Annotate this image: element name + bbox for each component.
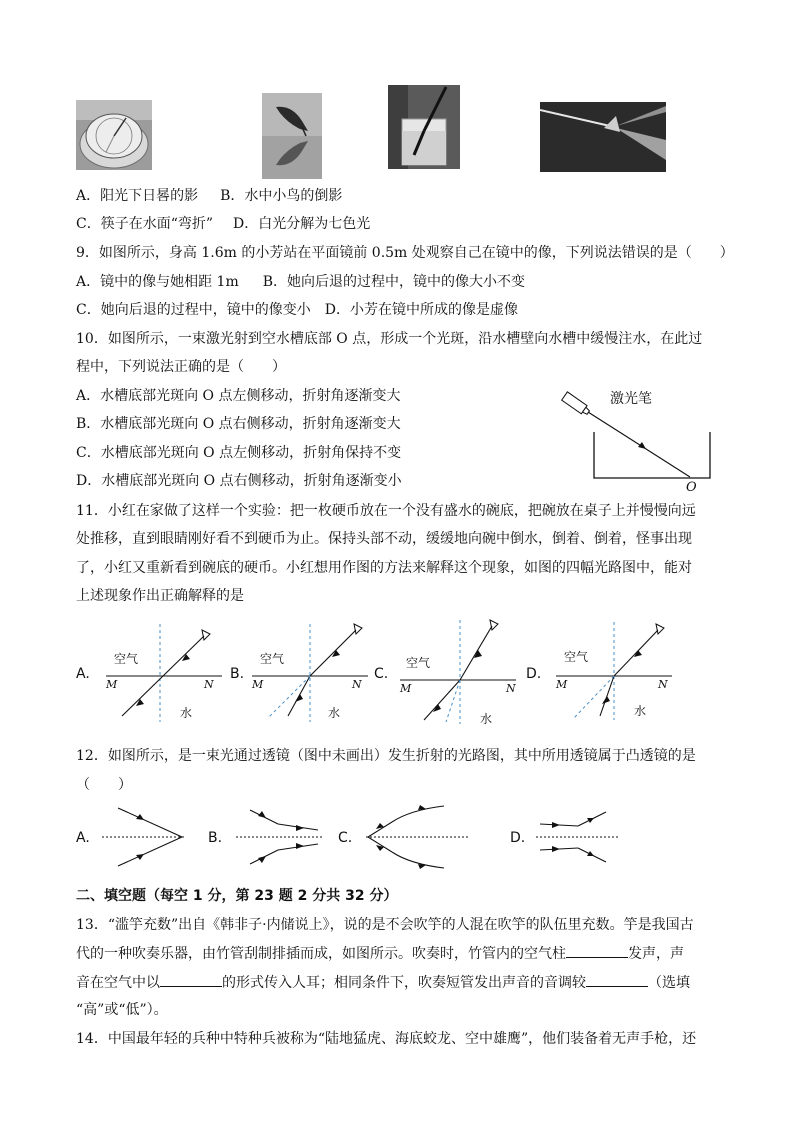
q10-option-a: A．水槽底部光斑向 O 点左侧移动，折射角逐渐变大	[76, 388, 401, 404]
q11-a-m: M	[106, 678, 118, 691]
q13-blank-1[interactable]	[566, 943, 628, 958]
q8-option-a: A．阳光下日晷的影	[76, 188, 199, 204]
q11-b-n: N	[352, 678, 362, 691]
q8-options-row1	[76, 186, 342, 206]
q9-option-c: C．她向后退的过程中，镜中的像变小	[76, 302, 311, 318]
q12-paren: （ ）	[76, 777, 132, 793]
q13-line4: “高”或“低”）。	[76, 1002, 168, 1018]
q12-label-a: A.	[76, 830, 90, 846]
q10-stem-line2: 程中，下列说法正确的是（ ）	[76, 359, 286, 375]
q8-option-d: D．白光分解为七色光	[233, 216, 371, 232]
q9-option-a: A．镜中的像与她相距 1m	[76, 274, 239, 290]
q10-stem-line1: 10．如图所示，一束激光射到空水槽底部 O 点，形成一个光斑，沿水槽壁向水槽中缓慢注水，在此过	[76, 331, 703, 347]
laser-tank-figure	[556, 386, 720, 498]
q10-option-d: D．水槽底部光斑向 O 点右侧移动，折射角逐渐变小	[76, 473, 402, 489]
q11-b-m: M	[252, 678, 264, 691]
q11-c-air: 空气	[406, 656, 431, 670]
q13-line3-b: 的形式传入人耳；相同条件下，吹奏短管发出声音的音调较	[222, 975, 586, 991]
q13-line3-a: 音在空气中以	[76, 975, 160, 991]
q12-diagram-a	[98, 800, 190, 874]
q11-d-n: N	[658, 678, 668, 691]
q11-diagram-d	[552, 618, 678, 722]
q9-option-b: B．她向后退的过程中，镜中的像大小不变	[262, 274, 526, 290]
q11-c-m: M	[400, 682, 412, 695]
q13-line3	[76, 972, 690, 993]
q12-diagram-c	[362, 798, 472, 876]
q10-option-c: C．水槽底部光斑向 O 点左侧移动，折射角保持不变	[76, 445, 402, 461]
q11-line1: 11．小红在家做了这样一个实验：把一枚硬币放在一个没有盛水的碗底，把碗放在桌子上并慢慢向远	[76, 503, 696, 519]
q8-option-b: B．水中小鸟的倒影	[220, 188, 343, 204]
bird-reflection-image	[262, 93, 322, 179]
q11-label-c: C.	[374, 666, 389, 682]
q11-diagram-c	[396, 616, 522, 726]
q11-b-air: 空气	[260, 652, 285, 666]
q11-d-m: M	[556, 678, 568, 691]
q11-diagram-a	[100, 620, 226, 724]
q13-blank-3[interactable]	[586, 972, 648, 987]
sundial-image	[76, 100, 152, 170]
q13-line3-c: （选填	[648, 975, 690, 991]
q11-line2: 处推移，直到眼睛刚好看不到硬币为止。保持头部不动，缓缓地向碗中倒水，倒着、倒着，怪事出现	[76, 531, 692, 547]
q11-line4: 上述现象作出正确解释的是	[76, 588, 244, 604]
q12-label-d: D.	[510, 830, 526, 846]
prism-dispersion-image	[540, 102, 666, 172]
q8-options-row2	[76, 214, 370, 234]
q13-blank-2[interactable]	[160, 972, 222, 987]
q14-line1: 14．中国最年轻的兵种中特种兵被称为“陆地猛虎、海底蛟龙、空中雄鹰”，他们装备着无声手枪，还	[76, 1031, 697, 1047]
q13-line2-a: 代的一种吹奏乐器，由竹管刮制排插而成，如图所示。吹奏时，竹管内的空气柱	[76, 946, 566, 962]
q11-label-d: D.	[526, 666, 542, 682]
q9-option-d: D．小芳在镜中所成的像是虚像	[324, 302, 518, 318]
chopstick-glass-image	[388, 85, 460, 169]
q12-diagram-d	[532, 804, 620, 870]
q11-c-n: N	[506, 682, 516, 695]
q11-line3: 了，小红又重新看到碗底的硬币。小红想用作图的方法来解释这个现象，如图的四幅光路图中，能对	[76, 560, 692, 576]
q9-options-row2	[76, 300, 518, 320]
q11-d-water: 水	[634, 704, 647, 718]
q11-label-b: B.	[230, 666, 245, 682]
q11-diagram-b	[248, 620, 374, 724]
q11-a-water: 水	[180, 706, 193, 720]
q11-a-air: 空气	[114, 652, 139, 666]
q9-options-row1	[76, 272, 525, 292]
point-o-label: O	[686, 480, 697, 495]
q11-label-a: A.	[76, 666, 90, 682]
q11-a-n: N	[204, 678, 214, 691]
q12-label-c: C.	[338, 830, 353, 846]
section-fill-in-title: 二、填空题（每空 1 分，第 23 题 2 分共 32 分）	[76, 888, 398, 904]
q11-d-air: 空气	[564, 650, 589, 664]
laser-pen-label: 激光笔	[610, 391, 652, 407]
q12-label-b: B.	[208, 830, 223, 846]
q13-line2	[76, 943, 684, 964]
q10-option-b: B．水槽底部光斑向 O 点右侧移动，折射角逐渐变大	[76, 416, 401, 432]
q13-line1: 13．“滥竽充数”出自《韩非子·内储说上》，说的是不会吹竽的人混在吹竽的队伍里充数。竽是我国古	[76, 917, 694, 933]
q9-stem: 9．如图所示，身高 1.6m 的小芳站在平面镜前 0.5m 处观察自己在镜中的像，下列说法错误的是（ ）	[76, 245, 734, 261]
q12-stem: 12．如图所示，是一束光通过透镜（图中未画出）发生折射的光路图，其中所用透镜属于凸透镜的是	[76, 748, 696, 764]
q11-b-water: 水	[328, 706, 341, 720]
q11-c-water: 水	[480, 712, 493, 726]
q13-line2-b: 发声，声	[628, 946, 684, 962]
q12-diagram-b	[232, 802, 324, 872]
q8-option-c: C．筷子在水面“弯折”	[76, 216, 214, 232]
